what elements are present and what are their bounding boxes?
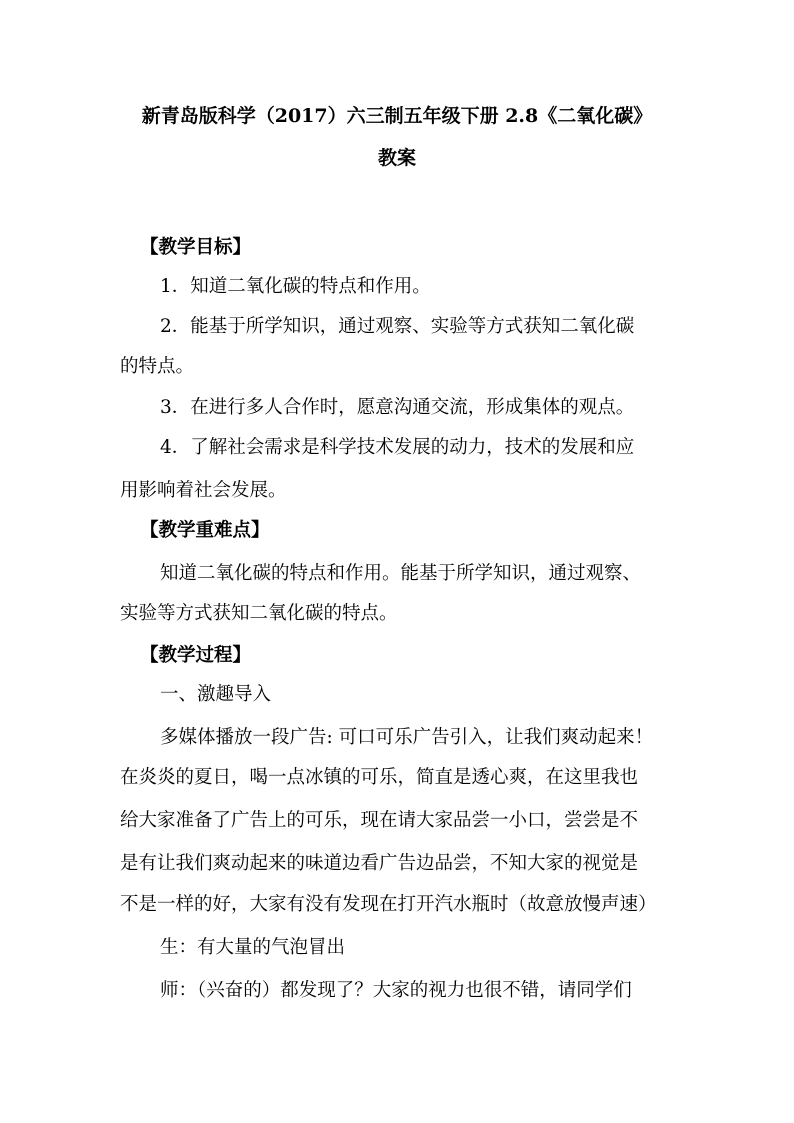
paragraph-1-line-4: 是有让我们爽动起来的味道边看广告边品尝，不知大家的视觉是 [120,853,639,874]
student-line: 生：有大量的气泡冒出 [160,937,346,958]
objective-3: 3．在进行多人合作时，愿意沟通交流，形成集体的观点。 [160,397,635,418]
objective-1: 1．知道二氧化碳的特点和作用。 [160,276,431,297]
objective-4-line-2: 用影响着社会发展。 [120,480,287,501]
paragraph-1-line-3: 给大家准备了广告上的可乐，现在请大家品尝一小口，尝尝是不 [120,810,639,831]
paragraph-1-line-1: 多媒体播放一段广告: 可口可乐广告引入，让我们爽动起来！ [160,727,654,748]
objectives-heading: 【教学目标】 [140,237,252,258]
objective-2-line-1: 2．能基于所学知识，通过观察、实验等方式获知二氧化碳 [160,316,635,337]
paragraph-1-line-5: 不是一样的好，大家有没有发现在打开汽水瓶时（故意放慢声速） [120,894,657,915]
objective-4-line-1: 4．了解社会需求是科学技术发展的动力，技术的发展和应 [160,437,635,458]
process-heading: 【教学过程】 [140,645,252,666]
step-1-heading: 一、激趣导入 [160,684,272,705]
document-title-line-2: 教案 [377,147,416,169]
objective-2-line-2: 的特点。 [120,356,195,377]
key-points-heading: 【教学重难点】 [140,520,270,541]
document-title-line-1: 新青岛版科学（2017）六三制五年级下册 2.8《二氧化碳》 [141,105,653,127]
key-points-line-2: 实验等方式获知二氧化碳的特点。 [120,603,398,624]
teacher-line: 师：（兴奋的）都发现了？大家的视力也很不错，请同学们 [160,980,632,1001]
key-points-line-1: 知道二氧化碳的特点和作用。能基于所学知识，通过观察、 [160,563,642,584]
paragraph-1-line-2: 在炎炎的夏日，喝一点冰镇的可乐，简直是透心爽，在这里我也 [120,767,639,788]
